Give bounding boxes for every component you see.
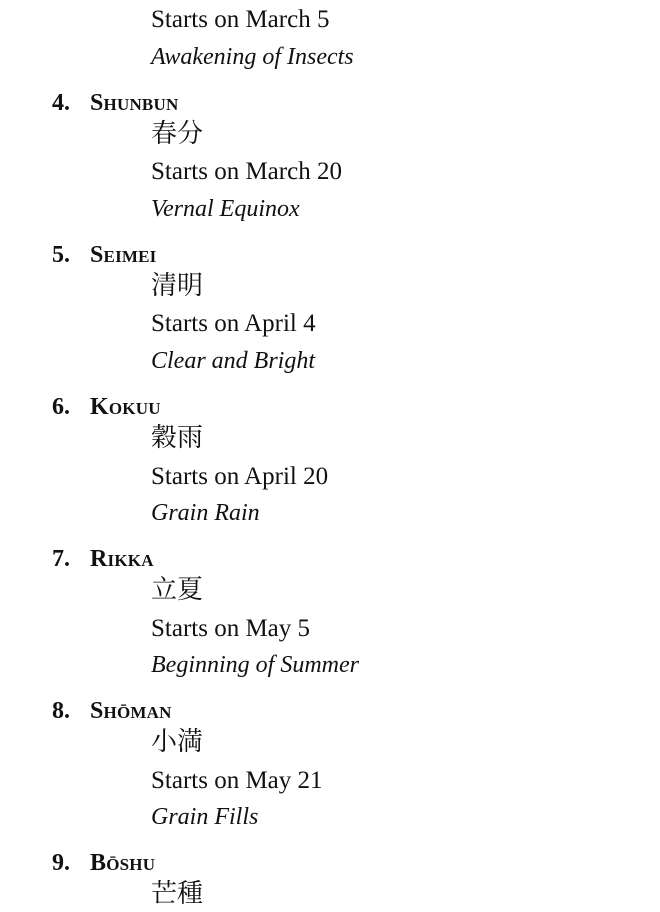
entry-7-kanji: 立夏 (151, 575, 204, 605)
entry-9-number: 9. (52, 850, 70, 876)
entry-4-translation: Vernal Equinox (151, 196, 300, 222)
entry-8-name: Shōman (90, 698, 172, 724)
entry-6-number: 6. (52, 394, 70, 420)
entry-5-date: Starts on April 4 (151, 310, 316, 337)
entry-4-number: 4. (52, 90, 70, 116)
entry-5-kanji: 清明 (151, 271, 204, 301)
entry-9-kanji: 芒種 (151, 879, 204, 909)
entry-8-number: 8. (52, 698, 70, 724)
entry-7-translation: Beginning of Summer (151, 652, 359, 678)
entry-6-kanji: 穀雨 (151, 423, 204, 453)
entry-5-translation: Clear and Bright (151, 348, 316, 374)
entry-4-kanji: 春分 (151, 119, 204, 149)
entry-7-name: Rikka (90, 546, 154, 572)
entry-6-translation: Grain Rain (151, 500, 260, 526)
entry-8-translation: Grain Fills (151, 804, 259, 830)
entry-8-kanji: 小満 (151, 727, 204, 757)
entry-4-date: Starts on March 20 (151, 158, 342, 185)
entry-4-name: Shunbun (90, 90, 179, 116)
entry-6-date: Starts on April 20 (151, 463, 329, 490)
entry-3-translation: Awakening of Insects (151, 44, 354, 70)
entry-7-date: Starts on May 5 (151, 615, 311, 642)
entry-9-name: Bōshu (90, 850, 156, 876)
entry-7-number: 7. (52, 546, 70, 572)
entry-3-date: Starts on March 5 (151, 6, 330, 33)
entry-6-name: Kokuu (90, 394, 161, 420)
entry-5-name: Seimei (90, 242, 157, 268)
entry-8-date: Starts on May 21 (151, 767, 323, 794)
entry-5-number: 5. (52, 242, 70, 268)
